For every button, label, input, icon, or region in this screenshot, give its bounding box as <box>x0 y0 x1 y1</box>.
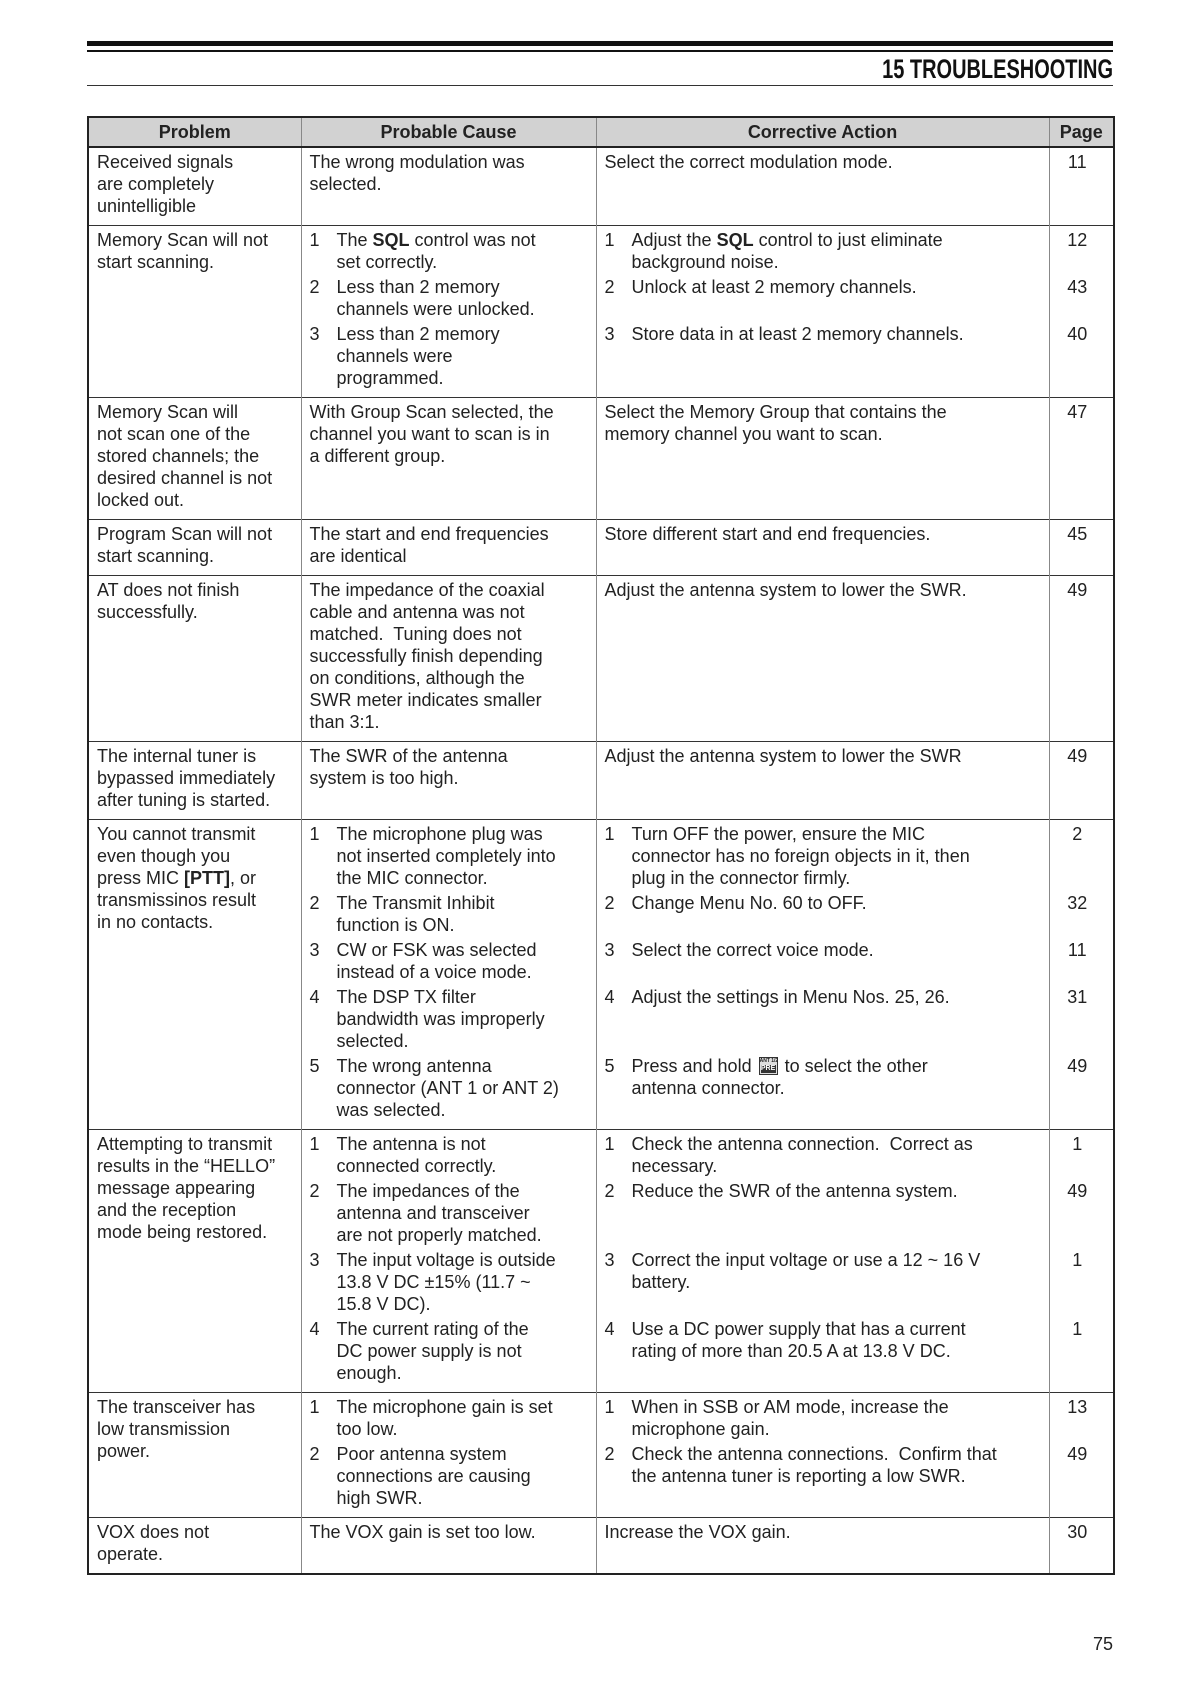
problem-text: VOX does not operate. <box>97 1522 210 1564</box>
item-number: 1 <box>309 1397 320 1417</box>
action-cell <box>596 889 1049 936</box>
cause-cell <box>301 1052 596 1130</box>
problem-cell <box>88 147 301 226</box>
item-number: 3 <box>604 940 615 960</box>
action-text: Select the Memory Group that contains the memory channel you want to scan. <box>604 402 947 444</box>
cause-item <box>310 401 588 467</box>
item-number: 4 <box>604 1319 615 1339</box>
item-number: 1 <box>604 1397 615 1417</box>
page-ref: 30 <box>1049 1518 1114 1575</box>
column-header-page: Page <box>1049 117 1114 147</box>
problem-text: You cannot transmit even though you press MIC [PTT], or transmissinos result in no contacts. <box>97 824 257 932</box>
item-number: 1 <box>604 230 615 250</box>
cause-item <box>310 151 588 195</box>
action-text: Unlock at least 2 memory channels. <box>631 277 917 297</box>
cause-item <box>310 276 588 320</box>
page-ref: 1 <box>1049 1315 1114 1393</box>
action-cell <box>596 983 1049 1052</box>
action-item <box>605 1521 1041 1543</box>
action-cell <box>596 1518 1049 1575</box>
action-cell <box>596 1393 1049 1441</box>
action-item <box>605 939 1041 961</box>
item-number: 1 <box>604 1134 615 1154</box>
page-ref: 40 <box>1049 320 1114 398</box>
cause-cell <box>301 520 596 576</box>
cause-item <box>310 892 588 936</box>
action-cell <box>596 742 1049 820</box>
cause-item <box>310 1396 588 1440</box>
action-text: Correct the input voltage or use a 12 ~ 16 V battery. <box>631 1250 981 1292</box>
cause-text: Poor antenna system connections are causing high SWR. <box>336 1444 531 1508</box>
table-row <box>88 1130 1114 1178</box>
action-text: When in SSB or AM mode, increase the microphone gain. <box>631 1397 949 1439</box>
cause-cell <box>301 1177 596 1246</box>
problem-text: Received signals are completely unintelligible <box>97 152 234 216</box>
action-cell <box>596 398 1049 520</box>
item-number: 4 <box>604 987 615 1007</box>
action-item <box>605 1443 1041 1487</box>
item-number: 2 <box>604 1444 615 1464</box>
cause-cell <box>301 1393 596 1441</box>
action-cell <box>596 520 1049 576</box>
item-number: 3 <box>309 1250 320 1270</box>
page-ref: 49 <box>1049 576 1114 742</box>
cause-text: With Group Scan selected, the channel you want to scan is in a different group. <box>309 402 554 466</box>
cause-cell <box>301 889 596 936</box>
problem-text: Attempting to transmit results in the “HELLO” message appearing and the reception mode being restored. <box>97 1134 276 1242</box>
problem-text: The transceiver has low transmission power. <box>97 1397 256 1461</box>
cause-text: The current rating of the DC power supply is not enough. <box>336 1319 529 1383</box>
table-row <box>88 820 1114 890</box>
page-ref: 47 <box>1049 398 1114 520</box>
action-cell <box>596 1246 1049 1315</box>
cause-cell <box>301 576 596 742</box>
page-ref: 11 <box>1049 936 1114 983</box>
ant-pre-key-icon <box>759 1057 778 1075</box>
action-text: Change Menu No. 60 to OFF. <box>631 893 867 913</box>
cause-item <box>310 1133 588 1177</box>
problem-text: Memory Scan will not start scanning. <box>97 230 269 272</box>
cause-cell <box>301 1315 596 1393</box>
action-item <box>605 823 1041 889</box>
problem-cell <box>88 1518 301 1575</box>
action-item <box>605 1055 1041 1099</box>
cause-text: Less than 2 memory channels were unlocked. <box>336 277 535 319</box>
page-ref: 13 <box>1049 1393 1114 1441</box>
cause-cell <box>301 147 596 226</box>
bold-term: SQL <box>716 230 754 250</box>
cause-cell <box>301 1246 596 1315</box>
action-item <box>605 276 1041 298</box>
cause-text: The wrong antenna connector (ANT 1 or ANT 2) was selected. <box>336 1056 559 1120</box>
action-text: Select the correct voice mode. <box>631 940 874 960</box>
cause-item <box>310 939 588 983</box>
column-header-problem: Problem <box>88 117 301 147</box>
cause-cell <box>301 936 596 983</box>
cause-text: The microphone gain is set too low. <box>336 1397 553 1439</box>
troubleshooting-table <box>87 116 1115 1575</box>
item-number: 3 <box>309 324 320 344</box>
column-header-cause: Probable Cause <box>301 117 596 147</box>
action-item <box>605 151 1041 173</box>
cause-item <box>310 229 588 273</box>
table-row <box>88 520 1114 576</box>
item-number: 1 <box>309 230 320 250</box>
cause-cell <box>301 820 596 890</box>
page-ref: 12 <box>1049 226 1114 274</box>
problem-cell <box>88 1393 301 1518</box>
problem-text: AT does not finish successfully. <box>97 580 240 622</box>
cause-cell <box>301 398 596 520</box>
action-text: Adjust the antenna system to lower the SWR. <box>604 580 967 600</box>
problem-text: Memory Scan will not scan one of the stored channels; the desired channel is not locked out. <box>97 402 273 510</box>
problem-cell <box>88 398 301 520</box>
header-thin-rule <box>87 50 1113 52</box>
cause-cell <box>301 226 596 274</box>
page-ref: 49 <box>1049 1177 1114 1246</box>
bold-term: SQL <box>372 230 410 250</box>
cause-text: Less than 2 memory channels were programmed. <box>336 324 500 388</box>
page-ref: 11 <box>1049 147 1114 226</box>
cause-text: The SWR of the antenna system is too high. <box>309 746 508 788</box>
item-number: 5 <box>604 1056 615 1076</box>
action-cell <box>596 1130 1049 1178</box>
action-text: Select the correct modulation mode. <box>604 152 893 172</box>
table-header-row <box>88 117 1114 147</box>
cause-cell <box>301 742 596 820</box>
action-text: Increase the VOX gain. <box>604 1522 791 1542</box>
action-cell <box>596 320 1049 398</box>
column-header-action: Corrective Action <box>596 117 1049 147</box>
cause-item <box>310 1443 588 1509</box>
cause-item <box>310 323 588 389</box>
cause-text: The SQL control was not set correctly. <box>336 230 536 272</box>
item-number: 1 <box>309 824 320 844</box>
item-number: 2 <box>309 1444 320 1464</box>
key-sub-label: ANT 1/2 <box>759 1058 779 1064</box>
cause-item <box>310 745 588 789</box>
action-cell <box>596 273 1049 320</box>
action-cell <box>596 226 1049 274</box>
key-label: PRE <box>760 1065 776 1072</box>
action-text: Adjust the antenna system to lower the SWR <box>604 746 962 766</box>
title-underline-rule <box>87 85 1113 86</box>
action-item <box>605 401 1041 445</box>
page-ref: 31 <box>1049 983 1114 1052</box>
action-text: Check the antenna connection. Correct as necessary. <box>631 1134 973 1176</box>
cause-cell <box>301 1440 596 1518</box>
action-text: Store data in at least 2 memory channels. <box>631 324 964 344</box>
cause-cell <box>301 320 596 398</box>
cause-text: The Transmit Inhibit function is ON. <box>336 893 495 935</box>
action-text: Adjust the SQL control to just eliminate background noise. <box>631 230 943 272</box>
action-item <box>605 986 1041 1008</box>
cause-text: The VOX gain is set too low. <box>309 1522 536 1542</box>
section-title: 15 TROUBLESHOOTING <box>882 54 1113 84</box>
cause-item <box>310 823 588 889</box>
table-row <box>88 1393 1114 1441</box>
cause-text: The impedances of the antenna and transceiver are not properly matched. <box>336 1181 542 1245</box>
table-row <box>88 1518 1114 1575</box>
action-cell <box>596 1177 1049 1246</box>
item-number: 2 <box>604 277 615 297</box>
cause-text: The microphone plug was not inserted completely into the MIC connector. <box>336 824 556 888</box>
action-item <box>605 323 1041 345</box>
action-item <box>605 523 1041 545</box>
table-row <box>88 226 1114 274</box>
action-cell <box>596 576 1049 742</box>
action-cell <box>596 1052 1049 1130</box>
item-number: 4 <box>309 987 320 1007</box>
item-number: 5 <box>309 1056 320 1076</box>
cause-item <box>310 986 588 1052</box>
page-ref: 49 <box>1049 1440 1114 1518</box>
item-number: 2 <box>604 893 615 913</box>
cause-text: CW or FSK was selected instead of a voice mode. <box>336 940 537 982</box>
action-text: Use a DC power supply that has a current rating of more than 20.5 A at 13.8 V DC. <box>631 1319 966 1361</box>
action-item <box>605 1396 1041 1440</box>
cause-item <box>310 1318 588 1384</box>
cause-item <box>310 523 588 567</box>
cause-item <box>310 1521 588 1543</box>
cause-cell <box>301 273 596 320</box>
header-thick-rule <box>87 41 1113 46</box>
action-text: Reduce the SWR of the antenna system. <box>631 1181 958 1201</box>
action-text: Store different start and end frequencies. <box>604 524 931 544</box>
item-number: 3 <box>309 940 320 960</box>
cause-text: The wrong modulation was selected. <box>309 152 525 194</box>
cause-text: The DSP TX filter bandwidth was improperly selected. <box>336 987 545 1051</box>
cause-cell <box>301 1518 596 1575</box>
item-number: 2 <box>604 1181 615 1201</box>
table-row <box>88 576 1114 742</box>
item-number: 2 <box>309 277 320 297</box>
page-number: 75 <box>1092 1634 1113 1654</box>
page-ref: 2 <box>1049 820 1114 890</box>
problem-cell <box>88 1130 301 1393</box>
item-number: 3 <box>604 1250 615 1270</box>
table-row <box>88 147 1114 226</box>
problem-cell <box>88 742 301 820</box>
problem-cell <box>88 520 301 576</box>
table-row <box>88 742 1114 820</box>
cause-item <box>310 579 588 733</box>
cause-cell <box>301 983 596 1052</box>
table-row <box>88 398 1114 520</box>
item-number: 2 <box>309 893 320 913</box>
action-cell <box>596 1315 1049 1393</box>
bold-term: [PTT] <box>184 868 230 888</box>
action-text: Turn OFF the power, ensure the MIC connector has no foreign objects in it, then plug in the connector firmly. <box>631 824 970 888</box>
cause-item <box>310 1055 588 1121</box>
page-ref: 43 <box>1049 273 1114 320</box>
table-body <box>88 147 1114 1574</box>
item-number: 1 <box>309 1134 320 1154</box>
action-cell <box>596 147 1049 226</box>
cause-text: The input voltage is outside 13.8 V DC ±15% (11.7 ~ 15.8 V DC). <box>336 1250 556 1314</box>
item-number: 1 <box>604 824 615 844</box>
action-item <box>605 1249 1041 1293</box>
cause-text: The antenna is not connected correctly. <box>336 1134 497 1176</box>
page-ref: 1 <box>1049 1246 1114 1315</box>
action-cell <box>596 820 1049 890</box>
action-text: Check the antenna connections. Confirm that the antenna tuner is reporting a low SWR. <box>631 1444 997 1486</box>
action-text: Press and hold ANT 1/2 PRE to select the other antenna connector. <box>631 1056 928 1098</box>
cause-item <box>310 1249 588 1315</box>
problem-text: The internal tuner is bypassed immediately after tuning is started. <box>97 746 276 810</box>
action-item <box>605 1318 1041 1362</box>
page-ref: 32 <box>1049 889 1114 936</box>
action-item <box>605 892 1041 914</box>
cause-cell <box>301 1130 596 1178</box>
cause-text: The start and end frequencies are identical <box>309 524 549 566</box>
page-ref: 45 <box>1049 520 1114 576</box>
action-cell <box>596 1440 1049 1518</box>
page-ref: 49 <box>1049 1052 1114 1130</box>
problem-cell <box>88 820 301 1130</box>
action-item <box>605 1180 1041 1202</box>
problem-cell <box>88 576 301 742</box>
item-number: 2 <box>309 1181 320 1201</box>
item-number: 3 <box>604 324 615 344</box>
action-item <box>605 745 1041 767</box>
action-item <box>605 579 1041 601</box>
action-item <box>605 229 1041 273</box>
action-text: Adjust the settings in Menu Nos. 25, 26. <box>631 987 950 1007</box>
item-number: 4 <box>309 1319 320 1339</box>
page-ref: 49 <box>1049 742 1114 820</box>
problem-cell <box>88 226 301 398</box>
cause-text: The impedance of the coaxial cable and antenna was not matched. Tuning does not successfully finish depending on conditions, although the SWR meter indicates smaller than 3:1. <box>309 580 545 732</box>
action-cell <box>596 936 1049 983</box>
page-ref: 1 <box>1049 1130 1114 1178</box>
problem-text: Program Scan will not start scanning. <box>97 524 273 566</box>
action-item <box>605 1133 1041 1177</box>
cause-item <box>310 1180 588 1246</box>
